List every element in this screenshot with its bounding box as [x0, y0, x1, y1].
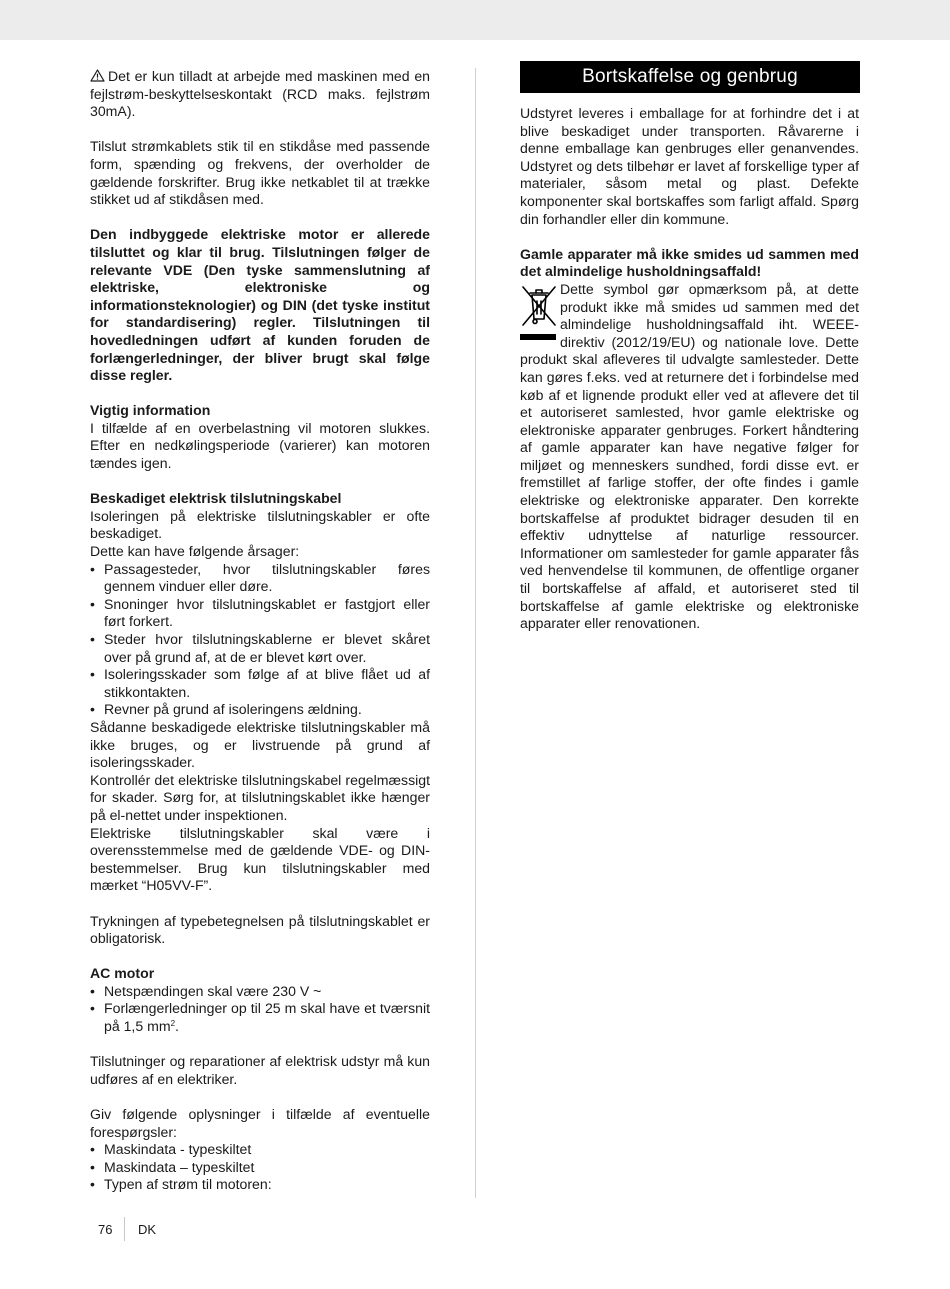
page-number: 76	[98, 1222, 113, 1237]
cable-causes-list	[90, 561, 430, 719]
inquiry-list	[90, 1141, 430, 1194]
top-band	[0, 0, 950, 40]
ac-item-2-superscript: 2	[170, 1019, 176, 1029]
list-item	[90, 1000, 430, 1035]
important-heading: Vigtig information	[90, 402, 211, 419]
list-item: • Revner på grund af isoleringens ældning.	[90, 701, 430, 719]
warning-paragraph	[90, 68, 430, 121]
left-column	[90, 68, 430, 1194]
list-item: • Isoleringsskader som følge af at blive flået ud af stikkontakten.	[90, 666, 430, 701]
column-divider	[475, 68, 476, 1198]
ac-motor-list	[90, 983, 430, 1036]
right-column	[520, 105, 859, 633]
list-item: • Maskindata - typeskiltet	[90, 1141, 430, 1159]
warning-text: Det er kun tilladt at arbejde med maskinen med en fejlstrøm-beskyttelseskontakt (RCD maks. fejlstrøm 30mA).	[90, 68, 430, 120]
packaging-paragraph: Udstyret leveres i emballage for at forhindre det i at blive beskadiget under transporten. Råvarerne i denne emballage kan genbruges eller genanvendes. Udstyret og dets tilbehør er lavet af forskellige typer af materialer, såsom metal og plast. Defekte komponenter skal bortskaffes som farligt affald. Spørg din forhandler eller din kommune.	[520, 105, 859, 227]
ac-item-2-end: .	[175, 1018, 179, 1035]
ac-motor-heading: AC motor	[90, 965, 155, 982]
weee-paragraph: Dette symbol gør opmærksom på, at dette produkt ikke må smides ud sammen med det almindelige husholdningsaffald iht. WEEE-direktiv (2012/19/EU) og nationale love. Dette produkt skal afleveres til udvalgte samlesteder. Dette kan gøres f.eks. ved at returnere det i forbindelse med køb af et lignende produkt eller ved at aflevere det til et autoriseret samlested, hvor gamle elektriske og elektroniske apparater genbruges. Forkert håndtering af gamle apparater kan have negative følger for miljøet og menneskers sundhed, fordi disse evt. er fremstillet af farlige stoffer, der ofte findes i gamle elektriske og elektroniske apparater. Den korrekte bortskaffelse af produktet bidrager desuden til en effektiv udnyttelse af naturlige ressourcer. Informationer om samlesteder for gamle apparater fås ved henvendelse til kommunen, de offentlige organer til bortskaffelse af affald, et autoriseret sted til bortskaffelse af gamle elektriske og elektroniske apparater eller renovationen.	[520, 280, 859, 632]
list-item: • Steder hvor tilslutningskablerne er blevet skåret over på grund af, at de er blevet kørt over.	[90, 631, 430, 666]
cable-after-3: Elektriske tilslutningskabler skal være i overensstemmelse med de gældende VDE- og DIN-bestemmelser. Brug kun tilslutningskabler med mærket “H05VV-F”.	[90, 824, 430, 894]
cable-intro-2: Dette kan have følgende årsager:	[90, 543, 300, 560]
language-code: DK	[138, 1222, 157, 1237]
ac-item-2-text: Forlængerledninger op til 25 m skal have et tværsnit på 1,5 mm	[104, 1000, 430, 1035]
important-text: I tilfælde af en overbelastning vil motoren slukkes. Efter en nedkølingsperiode (varierer) kan motoren tændes igen.	[90, 419, 430, 472]
old-appliances-notice: Gamle apparater må ikke smides ud sammen med det almindelige husholdningsaffald!	[520, 245, 859, 280]
weee-underline-bar	[520, 334, 556, 340]
cable-after-1: Sådanne beskadigede elektriske tilslutningskabler må ikke bruges, og er livstruende på grund af isoleringsskader.	[90, 718, 430, 771]
footer-divider	[124, 1217, 125, 1241]
cable-heading: Beskadiget elektrisk tilslutningskabel	[90, 490, 342, 507]
weee-symbol	[520, 281, 558, 345]
warning-triangle-icon	[90, 69, 105, 82]
inquiry-intro: Giv følgende oplysninger i tilfælde af eventuelle forespørgsler:	[90, 1106, 430, 1140]
cable-intro-1: Isoleringen på elektriske tilslutningskabler er ofte beskadiget.	[90, 507, 430, 542]
list-item: • Passagesteder, hvor tilslutningskabler føres gennem vinduer eller døre.	[90, 561, 430, 596]
cable-after-2: Kontrollér det elektriske tilslutningskabel regelmæssigt for skader. Sørg for, at tilslutningskablet ikke hænger på el-nettet under inspektionen.	[90, 771, 430, 823]
list-item: • Snoninger hvor tilslutningskablet er fastgjort eller ført forkert.	[90, 596, 430, 631]
section-heading: Bortskaffelse og genbrug	[520, 61, 860, 93]
list-item: • Netspændingen skal være 230 V ~	[90, 983, 430, 1001]
repair-paragraph: Tilslutninger og reparationer af elektrisk udstyr må kun udføres af en elektriker.	[90, 1053, 430, 1087]
connect-paragraph: Tilslut strømkablets stik til en stikdåse med passende form, spænding og frekvens, der overholder de gældende forskrifter. Brug ikke netkablet til at trække stikket ud af stikdåsen med.	[90, 138, 430, 208]
typeprint-paragraph: Trykningen af typebetegnelsen på tilslutningskablet er obligatorisk.	[90, 912, 430, 947]
list-item: • Maskindata – typeskiltet	[90, 1159, 430, 1177]
list-item: • Typen af strøm til motoren:	[90, 1176, 430, 1194]
crossed-out-wheelie-bin-icon	[520, 281, 558, 331]
motor-connection-notice: Den indbyggede elektriske motor er allerede tilsluttet og klar til brug. Tilslutningen følger de relevante VDE (Den tyske sammenslutning af elektriske, elektroniske og informationsteknologier) og DIN (det tyske institut for standardisering) regler. Tilslutningen til hovedledningen udført af kunden foruden de forlængerledninger, der bliver brugt skal følge disse regler.	[90, 226, 430, 384]
